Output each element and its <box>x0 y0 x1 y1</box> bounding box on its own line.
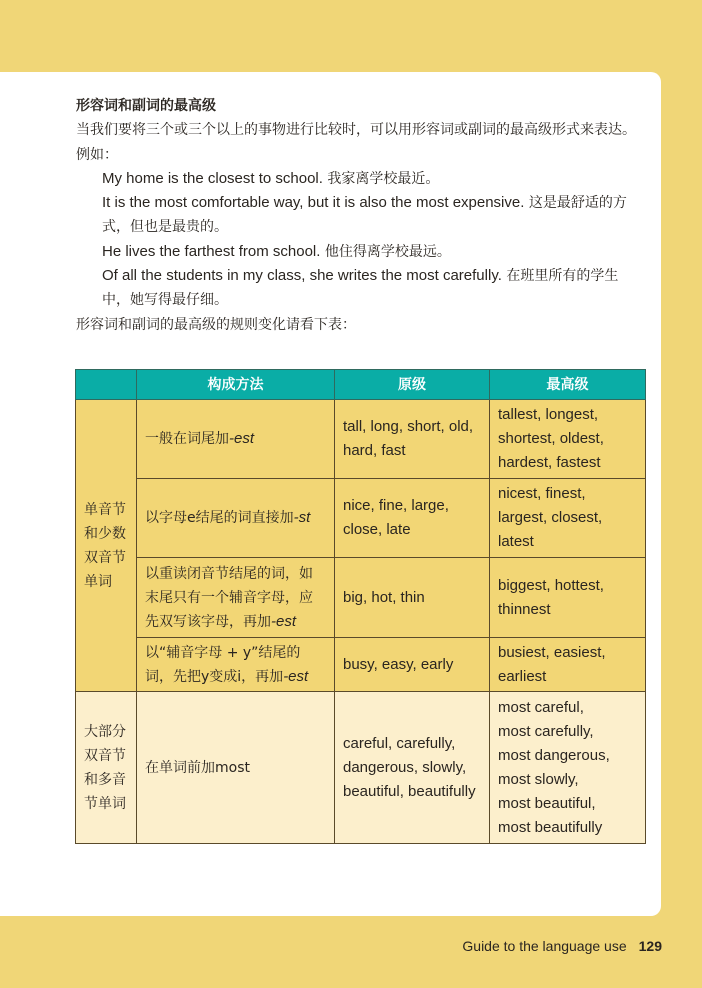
superlative-cell: biggest, hottest, thinnest <box>490 558 646 638</box>
page-number: 129 <box>638 938 662 954</box>
header-superlative: 最高级 <box>490 370 646 400</box>
superlative-cell: nicest, finest, largest, closest, latest <box>490 479 646 558</box>
base-cell: careful, carefully, dangerous, slowly, beautiful, beautifully <box>335 692 490 844</box>
header-method: 构成方法 <box>137 370 335 400</box>
base-cell: busy, easy, early <box>335 638 490 692</box>
example-1: My home is the closest to school. 我家离学校最近。 <box>102 169 440 187</box>
section-label: Guide to the language use <box>462 938 627 954</box>
text-block <box>76 94 636 337</box>
section-title: 形容词和副词的最高级 <box>76 98 216 114</box>
table-row <box>76 638 646 692</box>
table-row <box>76 692 646 844</box>
base-cell: big, hot, thin <box>335 558 490 638</box>
superlative-cell: busiest, easiest, earliest <box>490 638 646 692</box>
category-cell: 单音节和少数双音节单词 <box>76 400 137 692</box>
example-3: He lives the farthest from school. 他住得离学校最远。 <box>102 242 451 260</box>
example-2: It is the most comfortable way, but it is also the most expensive. 这是最舒适的方式，但也是最贵的。 <box>102 194 627 236</box>
method-cell: 以字母e结尾的词直接加-st <box>137 479 335 558</box>
method-cell: 以“辅音字母 + y”结尾的词，先把y变成i，再加-est <box>137 638 335 692</box>
method-cell: 以重读闭音节结尾的词，如末尾只有一个辅音字母，应先双写该字母，再加-est <box>137 558 335 638</box>
method-cell: 一般在词尾加-est <box>137 400 335 479</box>
table-row <box>76 558 646 638</box>
example-4: Of all the students in my class, she writes the most carefully. 在班里所有的学生中，她写得最仔细。 <box>102 267 619 309</box>
table-header-row <box>76 370 646 400</box>
header-base-form: 原级 <box>335 370 490 400</box>
header-category <box>76 370 137 400</box>
table-intro: 形容词和副词的最高级的规则变化请看下表： <box>76 316 356 333</box>
page-footer <box>462 938 662 954</box>
base-cell: nice, fine, large, close, late <box>335 479 490 558</box>
superlative-cell: most careful, most carefully, most dangerous, most slowly, most beautiful, most beautifully <box>490 692 646 844</box>
superlative-cell: tallest, longest, shortest, oldest, hardest, fastest <box>490 400 646 479</box>
table-row <box>76 400 646 479</box>
table-row <box>76 479 646 558</box>
category-cell: 大部分双音节和多音节单词 <box>76 692 137 844</box>
base-cell: tall, long, short, old, hard, fast <box>335 400 490 479</box>
method-cell: 在单词前加most <box>137 692 335 844</box>
superlative-rules-table <box>75 369 646 844</box>
intro-paragraph: 当我们要将三个或三个以上的事物进行比较时，可以用形容词或副词的最高级形式来表达。例如： <box>76 122 636 163</box>
